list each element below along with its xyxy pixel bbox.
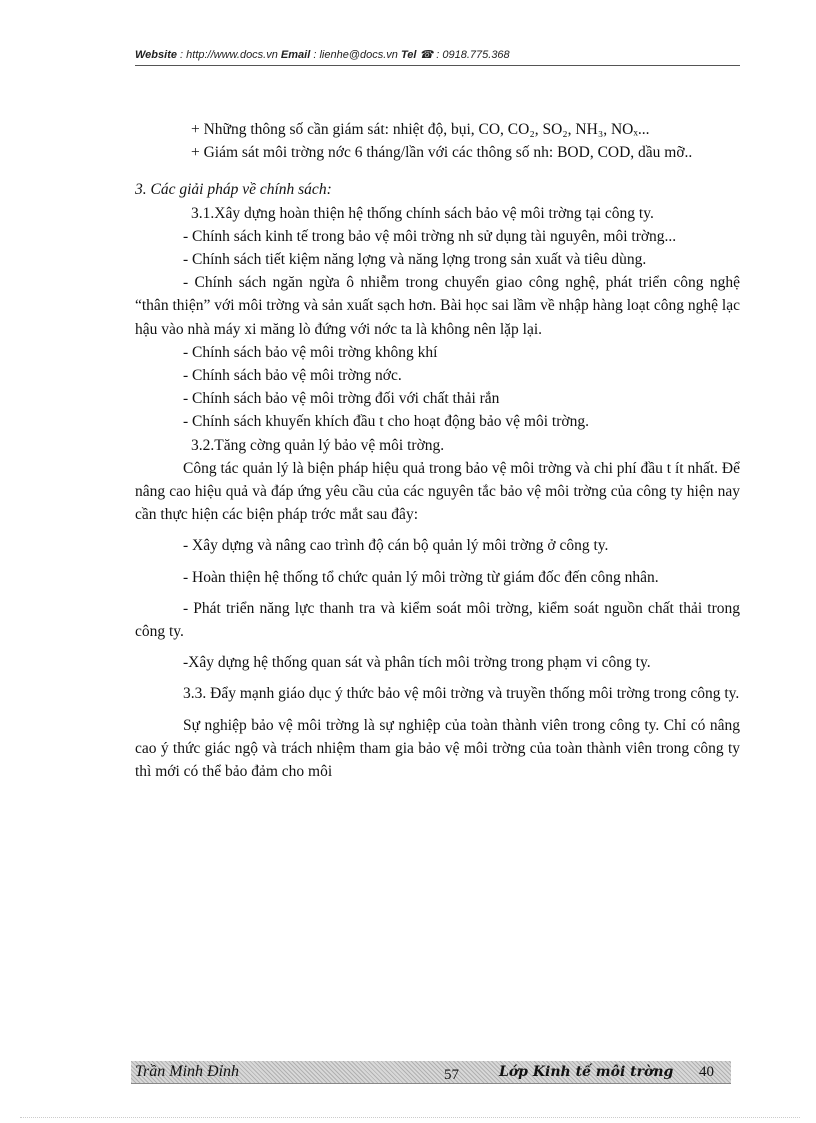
website-value[interactable]: : http://www.docs.vn xyxy=(176,49,281,61)
tel-value: ☎ : 0918.775.368 xyxy=(416,49,510,61)
section-heading-3: 3. Các giải pháp về chính sách: xyxy=(135,181,332,199)
footer-class: Lớp Kinh tế môi trờng xyxy=(499,1064,674,1080)
list-item: - Chính sách kinh tế trong bảo vệ môi trờng nh sử dụng tài nguyên, môi trờng... xyxy=(183,227,677,245)
list-item: - Chính sách bảo vệ môi trờng không khí xyxy=(183,343,438,361)
subsection-heading-3-2: 3.2.Tăng cờng quản lý bảo vệ môi trờng. xyxy=(191,436,445,454)
list-item: - Xây dựng và nâng cao trình độ cán bộ quản lý môi trờng ở công ty. xyxy=(183,537,609,555)
subsection-heading-3-1: 3.1.Xây dựng hoàn thiện hệ thống chính sách bảo vệ môi trờng tại công ty. xyxy=(191,204,654,222)
list-item: - Chính sách khuyến khích đầu t cho hoạt động bảo vệ môi trờng. xyxy=(183,413,589,431)
page-footer xyxy=(131,1061,731,1084)
paragraph-management: Công tác quản lý là biện pháp hiệu quả trong bảo vệ môi trờng và chi phí đầu t ít nhất. Để nâng cao hiệu quả và đáp ứng yêu cầu của các nguyên tắc bảo vệ môi trờng của công ty hiện nay cần thực hiện các biện pháp trớc mắt sau đây: xyxy=(135,459,740,524)
list-item: - Chính sách ngăn ngừa ô nhiễm trong chuyển giao công nghệ, phát triển công nghệ “thân thiện” với môi trờng và sản xuất sạch hơn. Bài học sai lầm về nhập hàng loạt công nghệ lạc hậu vào nhà máy xi măng lò đứng với nớc ta là không nên lặp lại. xyxy=(135,274,740,338)
list-item: - Chính sách bảo vệ môi trờng nớc. xyxy=(183,367,402,385)
tel-label: Tel xyxy=(400,49,417,61)
list-item: - Hoàn thiện hệ thống tổ chức quản lý môi trờng từ giám đốc đến công nhân. xyxy=(183,568,659,586)
page-number: 57 xyxy=(444,1067,459,1083)
paragraph-education: Sự nghiệp bảo vệ môi trờng là sự nghiệp của toàn thành viên trong công ty. Chỉ có nâng cao ý thức giác ngộ và trách nhiệm tham gia bảo vệ môi trờng của toàn thành viên trong công ty thì mới có thể bảo đảm cho môi xyxy=(135,716,740,781)
footer-author: Trần Minh Đỉnh xyxy=(135,1063,240,1080)
email-label: Email xyxy=(280,49,311,61)
website-label: Website xyxy=(135,49,177,61)
header-divider xyxy=(135,65,740,66)
list-item: - Chính sách tiết kiệm năng lợng và năng lợng trong sản xuất và tiêu dùng. xyxy=(183,251,647,269)
subsection-heading-3-3: 3.3. Đẩy mạnh giáo dục ý thức bảo vệ môi trờng và truyền thống môi trờng trong công ty. xyxy=(183,685,740,703)
page-header xyxy=(135,48,740,61)
footer-class-number: 40 xyxy=(699,1064,714,1080)
paragraph-monitoring-params: + Những thông số cần giám sát: nhiệt độ, bụi, CO, CO₂, SO₂, NH₃, NOₓ... xyxy=(191,121,650,138)
list-item: -Xây dựng hệ thống quan sát và phân tích môi trờng trong phạm vi công ty. xyxy=(183,654,651,672)
paragraph-water-monitoring: + Giám sát môi trờng nớc 6 tháng/lần với các thông số nh: BOD, COD, dầu mỡ.. xyxy=(191,144,693,162)
document-body xyxy=(135,118,740,783)
bottom-dotted-line xyxy=(20,1117,800,1118)
list-item: - Chính sách bảo vệ môi trờng đối với chất thải rắn xyxy=(183,390,500,408)
email-value[interactable]: : lienhe@docs.vn xyxy=(310,49,401,61)
list-item: - Phát triển năng lực thanh tra và kiểm soát môi trờng, kiểm soát nguồn chất thải trong công ty. xyxy=(135,599,740,641)
